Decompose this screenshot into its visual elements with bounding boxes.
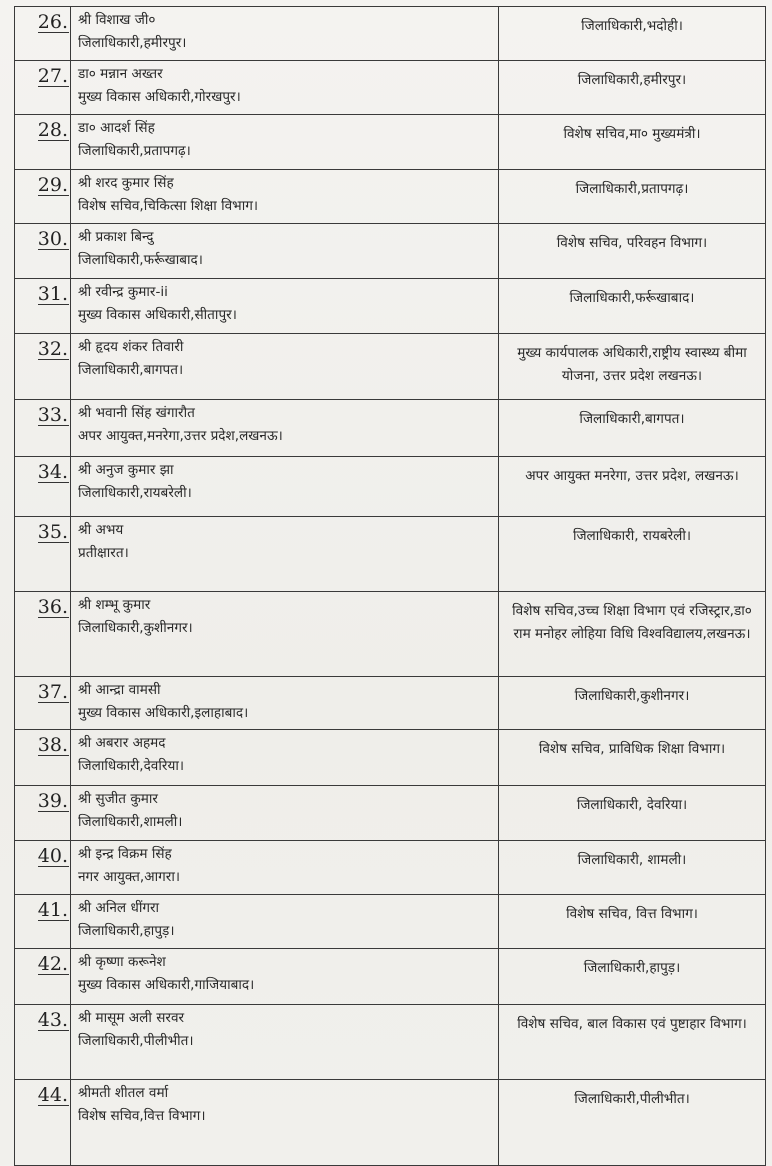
new-posting: जिलाधिकारी, शामली। (577, 852, 687, 868)
row-number-cell (15, 1005, 71, 1080)
officer-name: श्रीमती शीतल वर्मा (78, 1085, 169, 1101)
new-posting: विशेष सचिव,मा० मुख्यमंत्री। (563, 126, 701, 142)
officer-name: श्री अनिल धींगरा (78, 900, 160, 916)
table-row (15, 592, 766, 677)
table-row (15, 895, 766, 949)
row-number-cell (15, 7, 71, 61)
row-number: 43. (37, 1009, 68, 1031)
current-posting: जिलाधिकारी,फर्रूखाबाद। (78, 252, 203, 268)
new-posting-cell (499, 1080, 766, 1166)
new-posting: जिलाधिकारी,हापुड़। (583, 960, 681, 976)
current-posting: जिलाधिकारी,बागपत। (78, 362, 184, 378)
officer-cell (71, 7, 499, 61)
new-posting-cell (499, 1005, 766, 1080)
row-number: 29. (37, 174, 68, 196)
officer-name: श्री अभय (78, 522, 124, 538)
new-posting: जिलाधिकारी, देवरिया। (576, 797, 688, 813)
officer-cell (71, 457, 499, 517)
current-posting: जिलाधिकारी,शामली। (78, 814, 183, 830)
new-posting: विशेष सचिव, वित्त विभाग। (566, 906, 698, 922)
current-posting: मुख्य विकास अधिकारी,सीतापुर। (78, 307, 237, 323)
row-number: 41. (37, 899, 68, 921)
row-number: 26. (37, 11, 68, 33)
officer-name: डा० आदर्श सिंह (78, 120, 155, 136)
current-posting: प्रतीक्षारत। (78, 545, 129, 561)
transfer-table (14, 6, 766, 1166)
new-posting: मुख्य कार्यपालक अधिकारी,राष्ट्रीय स्वास्थ्य बीमा योजना, उत्तर प्रदेश लखनऊ। (517, 345, 747, 384)
new-posting-cell (499, 61, 766, 115)
officer-name: श्री कृष्णा करूनेश (78, 954, 166, 970)
officer-cell (71, 224, 499, 279)
row-number-cell (15, 517, 71, 592)
new-posting-cell (499, 517, 766, 592)
row-number-cell (15, 730, 71, 786)
new-posting-cell (499, 279, 766, 334)
current-posting: जिलाधिकारी,देवरिया। (78, 758, 185, 774)
row-number: 36. (37, 596, 68, 618)
officer-name: श्री इन्द्र विक्रम सिंह (78, 846, 172, 862)
new-posting-cell (499, 7, 766, 61)
officer-name: श्री विशाख जी० (78, 12, 156, 28)
officer-name: श्री मासूम अली सरवर (78, 1010, 185, 1026)
new-posting-cell (499, 786, 766, 841)
table-row (15, 517, 766, 592)
new-posting: जिलाधिकारी, रायबरेली। (572, 528, 692, 544)
transfer-table-body (15, 7, 766, 1166)
current-posting: मुख्य विकास अधिकारी,गाजियाबाद। (78, 977, 255, 993)
officer-name: श्री हृदय शंकर तिवारी (78, 339, 184, 355)
new-posting-cell (499, 400, 766, 457)
officer-cell (71, 949, 499, 1005)
officer-name: श्री प्रकाश बिन्दु (78, 229, 154, 245)
row-number-cell (15, 400, 71, 457)
row-number-cell (15, 61, 71, 115)
row-number: 34. (37, 461, 68, 483)
current-posting: मुख्य विकास अधिकारी,इलाहाबाद। (78, 705, 249, 721)
new-posting: जिलाधिकारी,पीलीभीत। (574, 1091, 690, 1107)
current-posting: जिलाधिकारी,पीलीभीत। (78, 1033, 194, 1049)
row-number: 30. (37, 228, 68, 250)
row-number-cell (15, 457, 71, 517)
officer-cell (71, 334, 499, 400)
row-number-cell (15, 677, 71, 730)
new-posting-cell (499, 841, 766, 895)
officer-name: श्री अनुज कुमार झा (78, 462, 174, 478)
row-number-cell (15, 895, 71, 949)
new-posting-cell (499, 457, 766, 517)
new-posting: जिलाधिकारी,फर्रूखाबाद। (569, 290, 695, 306)
officer-name: श्री सुजीत कुमार (78, 791, 158, 807)
current-posting: अपर आयुक्त,मनरेगा,उत्तर प्रदेश,लखनऊ। (78, 428, 283, 444)
new-posting: विशेष सचिव, बाल विकास एवं पुष्टाहार विभाग। (517, 1016, 747, 1032)
table-row (15, 61, 766, 115)
row-number-cell (15, 786, 71, 841)
new-posting: विशेष सचिव,उच्च शिक्षा विभाग एवं रजिस्ट्रार,डा० राम मनोहर लोहिया विधि विश्वविद्यालय,लखनऊ। (512, 603, 752, 642)
officer-name: श्री आन्द्रा वामसी (78, 682, 161, 698)
officer-cell (71, 61, 499, 115)
officer-name: श्री रवीन्द्र कुमार-ii (78, 284, 168, 300)
row-number: 40. (37, 845, 68, 867)
table-row (15, 730, 766, 786)
current-posting: जिलाधिकारी,प्रतापगढ़। (78, 143, 191, 159)
new-posting-cell (499, 895, 766, 949)
new-posting: जिलाधिकारी,प्रतापगढ़। (575, 181, 689, 197)
row-number: 42. (37, 953, 68, 975)
row-number: 37. (37, 681, 68, 703)
table-row (15, 841, 766, 895)
new-posting: जिलाधिकारी,कुशीनगर। (574, 688, 690, 704)
new-posting: विशेष सचिव, परिवहन विभाग। (556, 235, 708, 251)
current-posting: जिलाधिकारी,हमीरपुर। (78, 35, 187, 51)
current-posting: विशेष सचिव,चिकित्सा शिक्षा विभाग। (78, 198, 259, 214)
new-posting-cell (499, 677, 766, 730)
officer-cell (71, 517, 499, 592)
new-posting-cell (499, 949, 766, 1005)
officer-cell (71, 730, 499, 786)
table-row (15, 786, 766, 841)
new-posting: विशेष सचिव, प्राविधिक शिक्षा विभाग। (538, 741, 726, 757)
row-number: 28. (37, 119, 68, 141)
officer-name: श्री शरद कुमार सिंह (78, 175, 174, 191)
new-posting-cell (499, 115, 766, 170)
new-posting: अपर आयुक्त मनरेगा, उत्तर प्रदेश, लखनऊ। (525, 468, 739, 484)
current-posting: जिलाधिकारी,हापुड़। (78, 923, 175, 939)
new-posting-cell (499, 592, 766, 677)
row-number: 32. (37, 338, 68, 360)
officer-cell (71, 677, 499, 730)
officer-cell (71, 895, 499, 949)
table-row (15, 170, 766, 224)
new-posting: जिलाधिकारी,बागपत। (579, 411, 685, 427)
table-row (15, 457, 766, 517)
row-number-cell (15, 224, 71, 279)
officer-name: डा० मन्नान अख्तर (78, 66, 163, 82)
row-number-cell (15, 334, 71, 400)
row-number: 27. (37, 65, 68, 87)
row-number-cell (15, 841, 71, 895)
table-row (15, 7, 766, 61)
row-number-cell (15, 592, 71, 677)
new-posting-cell (499, 224, 766, 279)
new-posting-cell (499, 334, 766, 400)
row-number: 39. (37, 790, 68, 812)
officer-name: श्री भवानी सिंह खंगारौत (78, 405, 195, 421)
officer-cell (71, 841, 499, 895)
table-row (15, 1005, 766, 1080)
officer-cell (71, 1080, 499, 1166)
officer-name: श्री अबरार अहमद (78, 735, 166, 751)
officer-cell (71, 279, 499, 334)
current-posting: नगर आयुक्त,आगरा। (78, 869, 180, 885)
current-posting: जिलाधिकारी,रायबरेली। (78, 485, 192, 501)
current-posting: जिलाधिकारी,कुशीनगर। (78, 620, 193, 636)
table-row (15, 400, 766, 457)
row-number: 33. (37, 404, 68, 426)
new-posting-cell (499, 170, 766, 224)
table-row (15, 949, 766, 1005)
row-number-cell (15, 115, 71, 170)
officer-cell (71, 786, 499, 841)
officer-cell (71, 115, 499, 170)
table-row (15, 115, 766, 170)
table-row (15, 224, 766, 279)
table-row (15, 1080, 766, 1166)
new-posting-cell (499, 730, 766, 786)
row-number-cell (15, 170, 71, 224)
officer-cell (71, 592, 499, 677)
table-row (15, 677, 766, 730)
row-number-cell (15, 279, 71, 334)
officer-cell (71, 400, 499, 457)
current-posting: विशेष सचिव,वित्त विभाग। (78, 1108, 206, 1124)
officer-cell (71, 1005, 499, 1080)
officer-name: श्री शम्भू कुमार (78, 597, 151, 613)
new-posting: जिलाधिकारी,हमीरपुर। (577, 72, 687, 88)
row-number: 38. (37, 734, 68, 756)
current-posting: मुख्य विकास अधिकारी,गोरखपुर। (78, 89, 241, 105)
row-number: 31. (37, 283, 68, 305)
row-number-cell (15, 1080, 71, 1166)
row-number-cell (15, 949, 71, 1005)
row-number: 35. (37, 521, 68, 543)
table-row (15, 334, 766, 400)
table-row (15, 279, 766, 334)
new-posting: जिलाधिकारी,भदोही। (581, 18, 683, 34)
officer-cell (71, 170, 499, 224)
row-number: 44. (37, 1084, 68, 1106)
